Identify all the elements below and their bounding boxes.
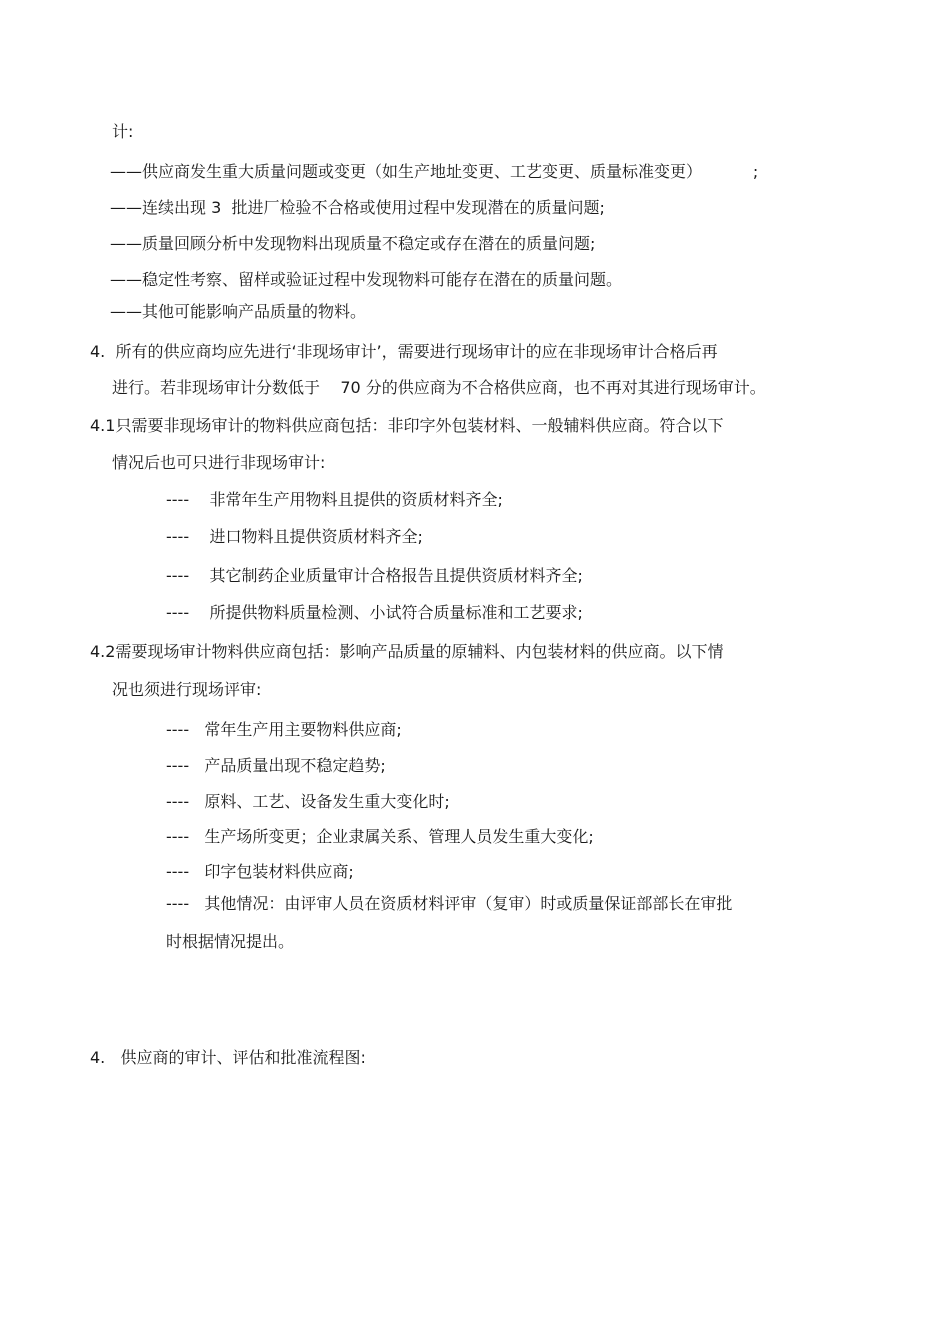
section-4-2-line2: 况也须进行现场评审: bbox=[112, 680, 262, 699]
list-item: ——其他可能影响产品质量的物料。 bbox=[110, 302, 367, 321]
list-item: ---- 原料、工艺、设备发生重大变化时; bbox=[166, 792, 450, 811]
section-4-line1: 4. 所有的供应商均应先进行‘非现场审计’，需要进行现场审计的应在非现场审计合格后再 bbox=[90, 342, 718, 361]
list-item: ——质量回顾分析中发现物料出现质量不稳定或存在潜在的质量问题; bbox=[110, 234, 596, 253]
list-item: ——稳定性考察、留样或验证过程中发现物料可能存在潜在的质量问题。 bbox=[110, 270, 623, 289]
list-item: ---- 印字包装材料供应商; bbox=[166, 862, 354, 881]
list-item-continuation: 时根据情况提出。 bbox=[166, 932, 295, 951]
section-4-2-line1: 4.2需要现场审计物料供应商包括：影响产品质量的原辅料、内包装材料的供应商。以下情 bbox=[90, 642, 724, 661]
list-item: ---- 其它制药企业质量审计合格报告且提供资质材料齐全; bbox=[166, 566, 583, 585]
list-item: ---- 进口物料且提供资质材料齐全; bbox=[166, 527, 423, 546]
section-4-1-line2: 情况后也可只进行非现场审计: bbox=[112, 453, 326, 472]
list-item: ---- 常年生产用主要物料供应商; bbox=[166, 720, 402, 739]
list-item: ---- 生产场所变更；企业隶属关系、管理人员发生重大变化; bbox=[166, 827, 594, 846]
list-item: ---- 非常年生产用物料且提供的资质材料齐全; bbox=[166, 490, 503, 509]
section-4-line2: 进行。若非现场审计分数低于 70 分的供应商为不合格供应商，也不再对其进行现场审计。 bbox=[112, 378, 766, 397]
list-item: ---- 所提供物料质量检测、小试符合质量标准和工艺要求; bbox=[166, 603, 583, 622]
list-item: ——供应商发生重大质量问题或变更（如生产地址变更、工艺变更、质量标准变更） ; bbox=[110, 162, 759, 181]
section-4-1-line1: 4.1只需要非现场审计的物料供应商包括：非印字外包装材料、一般辅料供应商。符合以下 bbox=[90, 416, 724, 435]
list-item: ——连续出现 3 批进厂检验不合格或使用过程中发现潜在的质量问题; bbox=[110, 198, 605, 217]
list-item: ---- 其他情况：由评审人员在资质材料评审（复审）时或质量保证部部长在审批 bbox=[166, 894, 733, 913]
continuation-text: 计: bbox=[112, 122, 134, 141]
flowchart-heading: 4. 供应商的审计、评估和批准流程图: bbox=[90, 1048, 366, 1067]
list-item: ---- 产品质量出现不稳定趋势; bbox=[166, 756, 386, 775]
